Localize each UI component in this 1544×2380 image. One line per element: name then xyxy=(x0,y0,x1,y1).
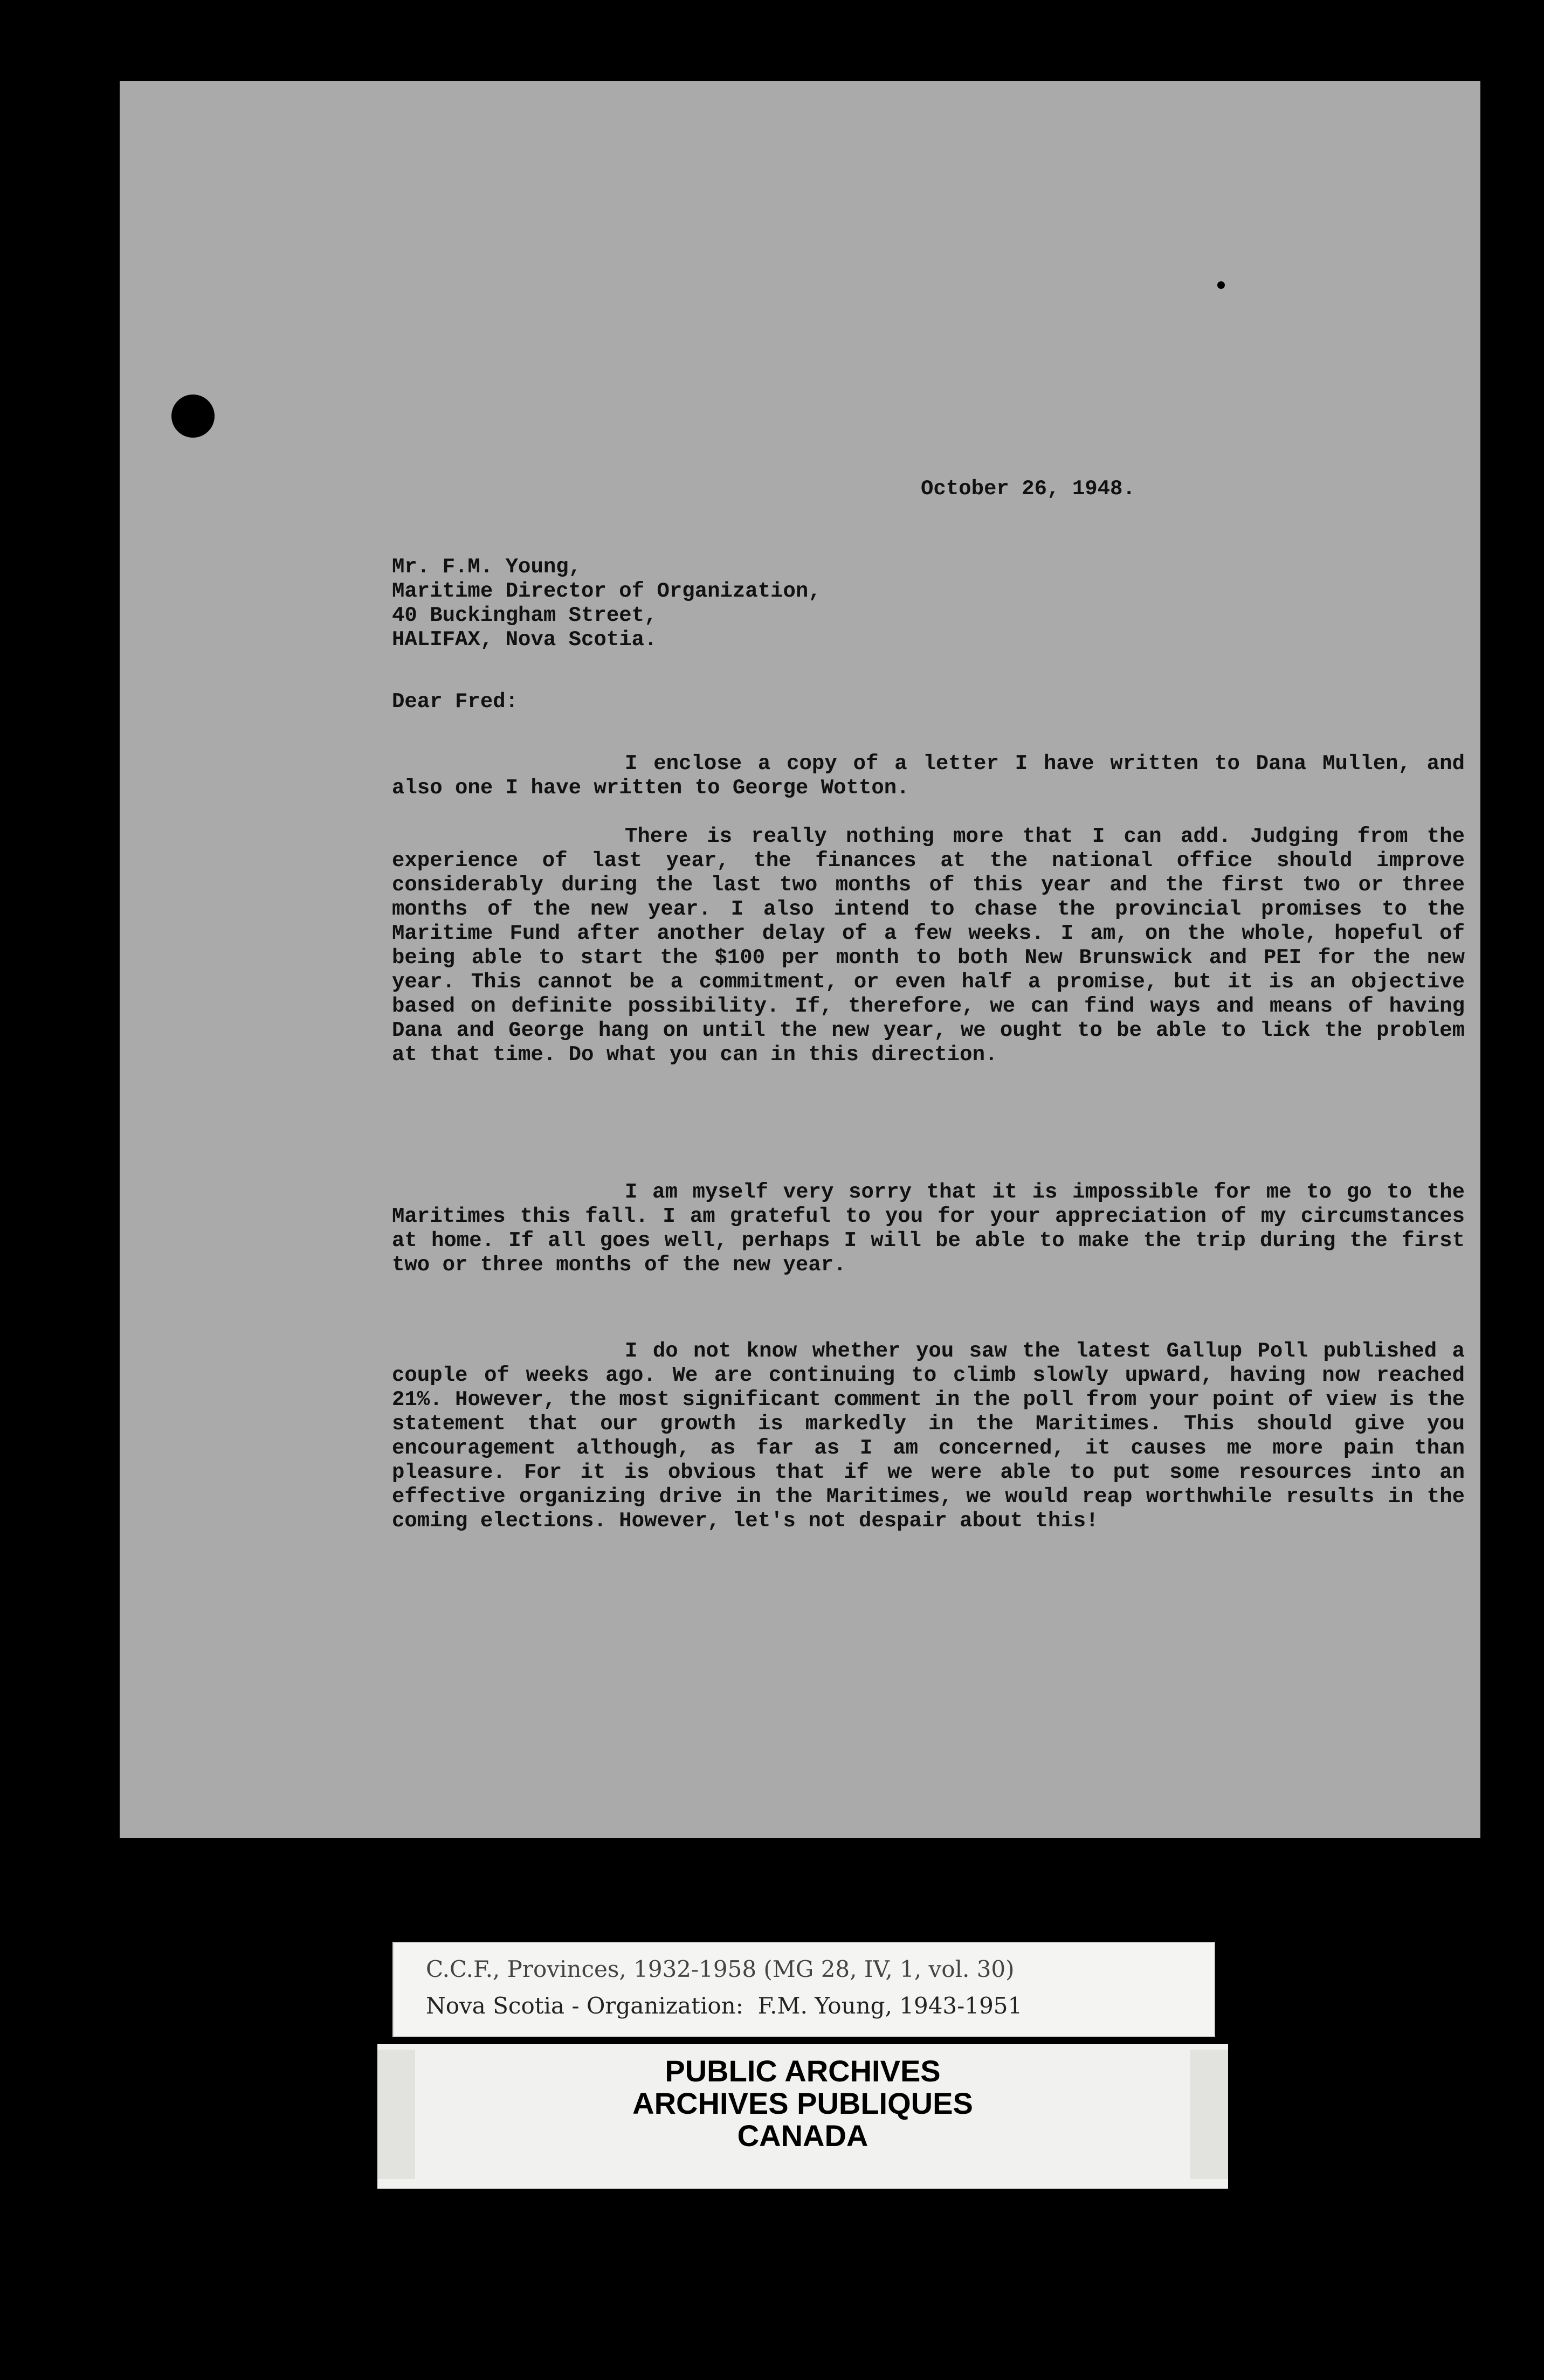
archive-reference-line: Nova Scotia - Organization: F.M. Young, 1943-1951 xyxy=(426,1992,1023,2019)
letter-sheet xyxy=(120,81,1480,1838)
paragraph: I do not know whether you saw the latest Gallup Poll published a couple of weeks ago. We are continuing to climb slowly upward, having now reached 21%. However, the most significant comment in the poll from your point of view is the statement that our growth is markedly in the Maritimes. This should give you encouragement although, as far as I am concerned, it causes me more pain than pleasure. For it is obvious that if we were able to put some resources into an effective organizing drive in the Maritimes, we would reap worthwhile results in the coming elections. However, let's not despair about this! xyxy=(392,1339,1465,1533)
stamp-line: CANADA xyxy=(737,2119,868,2153)
paragraph: There is really nothing more that I can add. Judging from the experience of last year, the finances at the national office should improve considerably during the last two months of this year and the first two or three months of the new year. I also intend to chase the provincial promises to the Maritime Fund after another delay of a few weeks. I am, on the whole, hopeful of being able to start the $100 per month to both New Brunswick and PEI for the new year. This cannot be a commitment, or even half a promise, but it is an objective based on definite possibility. If, therefore, we can find ways and means of having Dana and George hang on until the new year, we ought to be able to lick the problem at that time. Do what you can in this direction. xyxy=(392,825,1465,1067)
address-line: Maritime Director of Organization, xyxy=(392,579,821,603)
paragraph: I am myself very sorry that it is impossible for me to go to the Maritimes this fall. I am grateful to you for your appreciation of my circumstances at home. If all goes well, perhaps I will be able to make the trip during the first two or three months of the new year. xyxy=(392,1180,1465,1277)
stamp-line: ARCHIVES PUBLIQUES xyxy=(632,2086,973,2120)
archive-reference-line: C.C.F., Provinces, 1932-1958 (MG 28, IV, 1, vol. 30) xyxy=(426,1956,1015,1982)
recipient-address xyxy=(392,555,821,652)
letter-date: October 26, 1948. xyxy=(921,477,1135,501)
address-line: 40 Buckingham Street, xyxy=(392,604,657,627)
salutation: Dear Fred: xyxy=(392,690,519,714)
address-line: HALIFAX, Nova Scotia. xyxy=(392,628,657,652)
stamp-line: PUBLIC ARCHIVES xyxy=(665,2054,941,2088)
archive-reference-label xyxy=(392,1942,1215,2037)
letter-body xyxy=(120,81,1480,1838)
paragraph: I enclose a copy of a letter I have written to Dana Mullen, and also one I have written to George Wotton. xyxy=(392,752,1465,800)
address-line: Mr. F.M. Young, xyxy=(392,555,582,579)
archives-stamp xyxy=(377,2044,1228,2189)
